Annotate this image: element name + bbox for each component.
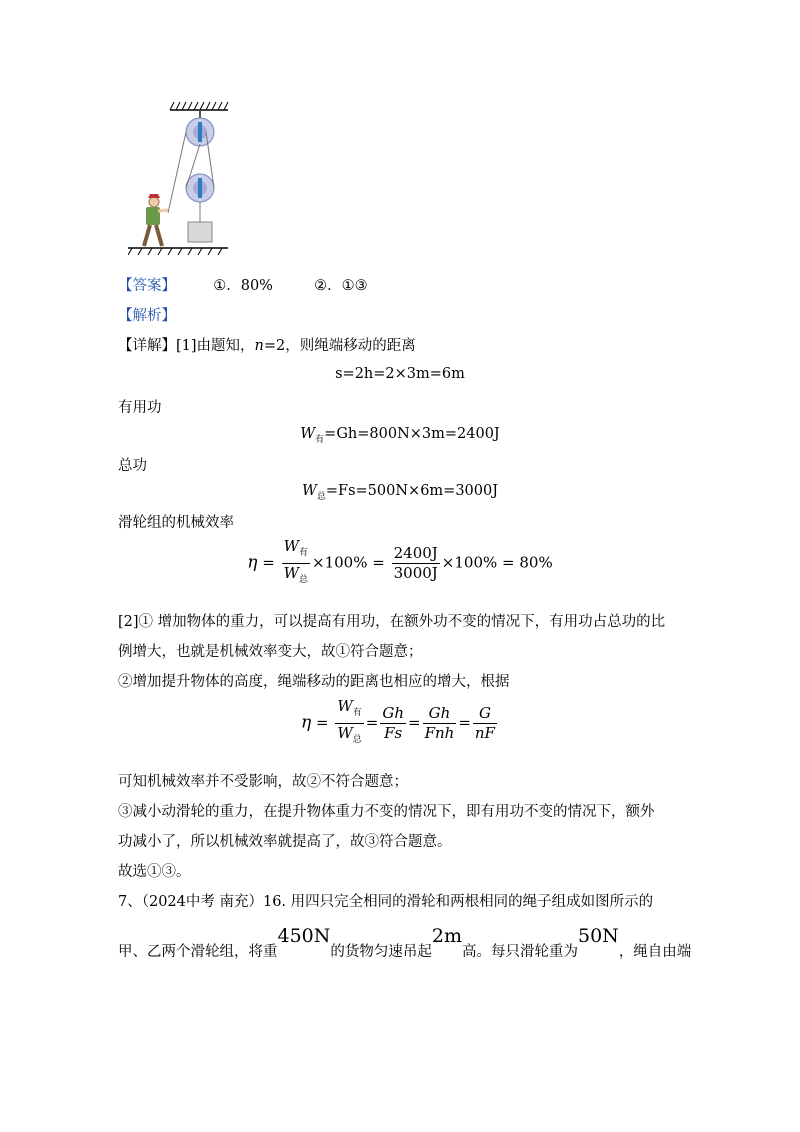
answer-label: 【答案】 xyxy=(118,278,176,294)
equation-distance: s=2h=2×3m=6m xyxy=(335,366,465,382)
paragraph-2-line-3: ②增加提升物体的高度，绳端移动的距离也相应的增大，根据 xyxy=(118,674,510,690)
equation-efficiency-derivation: η = $\frac{W_有}{W_总}$ = $\frac{Gh}{Fs}$ = $\frac{Gh}{\text{Fnh}}$ = $\frac{G}{nF}$ xyxy=(301,697,495,745)
question-7-line-2: 甲、乙两个滑轮组，将重450N的货物匀速吊起2m高。每只滑轮重为50N，绳自由端 xyxy=(118,925,692,960)
paragraph-2-line-2: 例增大，也就是机械效率变大，故①符合题意； xyxy=(118,644,423,660)
paragraph-2-line-1: [2]① 增加物体的重力，可以提高有用功，在额外功不变的情况下，有用功占总功的比 xyxy=(118,614,666,630)
paragraph-2-line-7: 故选①③。 xyxy=(118,864,191,880)
equation-efficiency: η = $\frac{W_有}{W_总}$ ×100% = $\frac{2400J}{3000J}$ ×100% = 80% xyxy=(247,537,553,585)
useful-work-label: 有用功 xyxy=(118,400,162,416)
detail-label: 【详解】 xyxy=(118,338,176,354)
total-work-label: 总功 xyxy=(118,458,147,474)
equation-total-work: $W_总=Fs=500N\times 6m=3000J$ xyxy=(301,483,499,502)
efficiency-label: 滑轮组的机械效率 xyxy=(118,515,234,531)
question-7-line-1: 7、（2024中考 南充）16. 用四只完全相同的滑轮和两根相同的绳子组成如图所示的 xyxy=(118,894,654,910)
answer-2: ②．①③ xyxy=(314,278,368,294)
paragraph-2-line-6: 功减小了，所以机械效率就提高了，故③符合题意。 xyxy=(118,834,452,850)
answer-1: ①．80% xyxy=(213,278,273,294)
pulley-figure xyxy=(128,98,238,258)
paragraph-2-line-5: ③减小动滑轮的重力，在提升物体重力不变的情况下，即有用功不变的情况下，额外 xyxy=(118,804,655,820)
detail-line: 【详解】[1]由题知，n=2，则绳端移动的距离 xyxy=(118,338,416,354)
equation-useful-work: $W_有=Gh=800N\times 3m=2400J$ xyxy=(300,426,500,445)
paragraph-2-line-4: 可知机械效率并不受影响，故②不符合题意； xyxy=(118,774,408,790)
answer-line xyxy=(118,276,368,296)
analysis-label: 【解析】 xyxy=(118,308,176,324)
